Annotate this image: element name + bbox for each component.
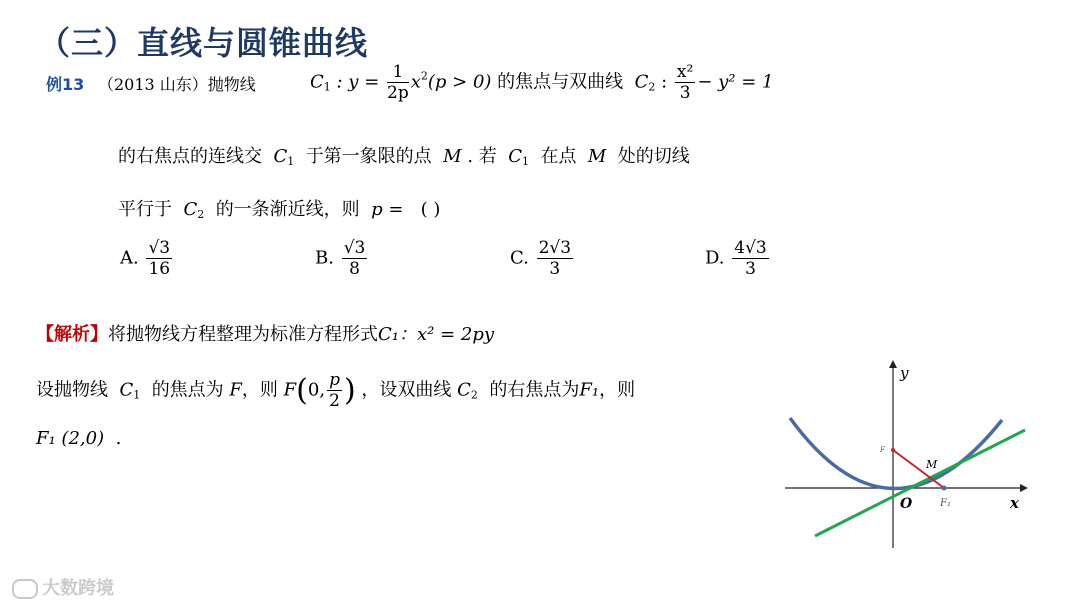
section-title: （三）直线与圆锥曲线 [38, 24, 369, 62]
solution-line-1: 【解析】将抛物线方程整理为标准方程形式C₁：x² = 2py [36, 324, 495, 345]
tangent-line [815, 430, 1025, 536]
point-m-label: M [926, 458, 938, 471]
c2-fraction: $\frac{\text{x²}}{3}$ [676, 62, 694, 103]
point-f1-label: F₁ [940, 498, 951, 509]
problem-line-3: 平行于 $C_2$ 的一条渐近线，则 p = ( ) [118, 199, 441, 221]
conic-graph [780, 358, 1030, 558]
x-axis-label: x [1010, 494, 1019, 512]
point-f-label: F [880, 446, 885, 454]
problem-line-2: 的右焦点的连线交 $C_1$ 于第一象限的点 M . 若 $C_1$ 在点 M 处的切线 [118, 146, 690, 168]
watermark-logo: 大数跨境 [12, 574, 114, 600]
c1-fraction: $\frac{1}{2p}$ [387, 62, 409, 103]
point-f [891, 448, 895, 452]
y-axis-label: y [900, 364, 909, 382]
option-c[interactable]: C. $\frac{2√3}{3}$ [510, 238, 572, 279]
watermark-icon [12, 579, 38, 599]
point-f1 [942, 486, 947, 491]
option-b[interactable]: B. $\frac{√3}{8}$ [315, 238, 366, 279]
example-source: （2013 山东）抛物线 [98, 75, 256, 94]
solution-line-2: 设抛物线 $C_1$ 的焦点为 F，则 F(0, $\frac{p}{2}$ ) ，设双曲线 $C_2$ 的右焦点为F₁，则 [36, 370, 636, 411]
x-axis-arrow-icon [1020, 484, 1028, 492]
option-d[interactable]: D. $\frac{4√3}{3}$ [705, 238, 767, 279]
origin-label: O [900, 496, 913, 512]
problem-line-1-eq: $C_1$ : y = $\frac{1}{2p}$ $x^2(p > 0)$ 的焦点与双曲线 $C_2$ : $\frac{\text{x²}}{3}$ − y² = 1 [310, 62, 774, 103]
option-a[interactable]: A. $\frac{√3}{16}$ [120, 238, 171, 279]
y-axis-arrow-icon [889, 360, 897, 368]
solution-line-3: F₁ (2,0) . [36, 428, 122, 449]
solution-tag: 【解析】 [36, 324, 108, 345]
example-label: 例13 [46, 75, 85, 94]
